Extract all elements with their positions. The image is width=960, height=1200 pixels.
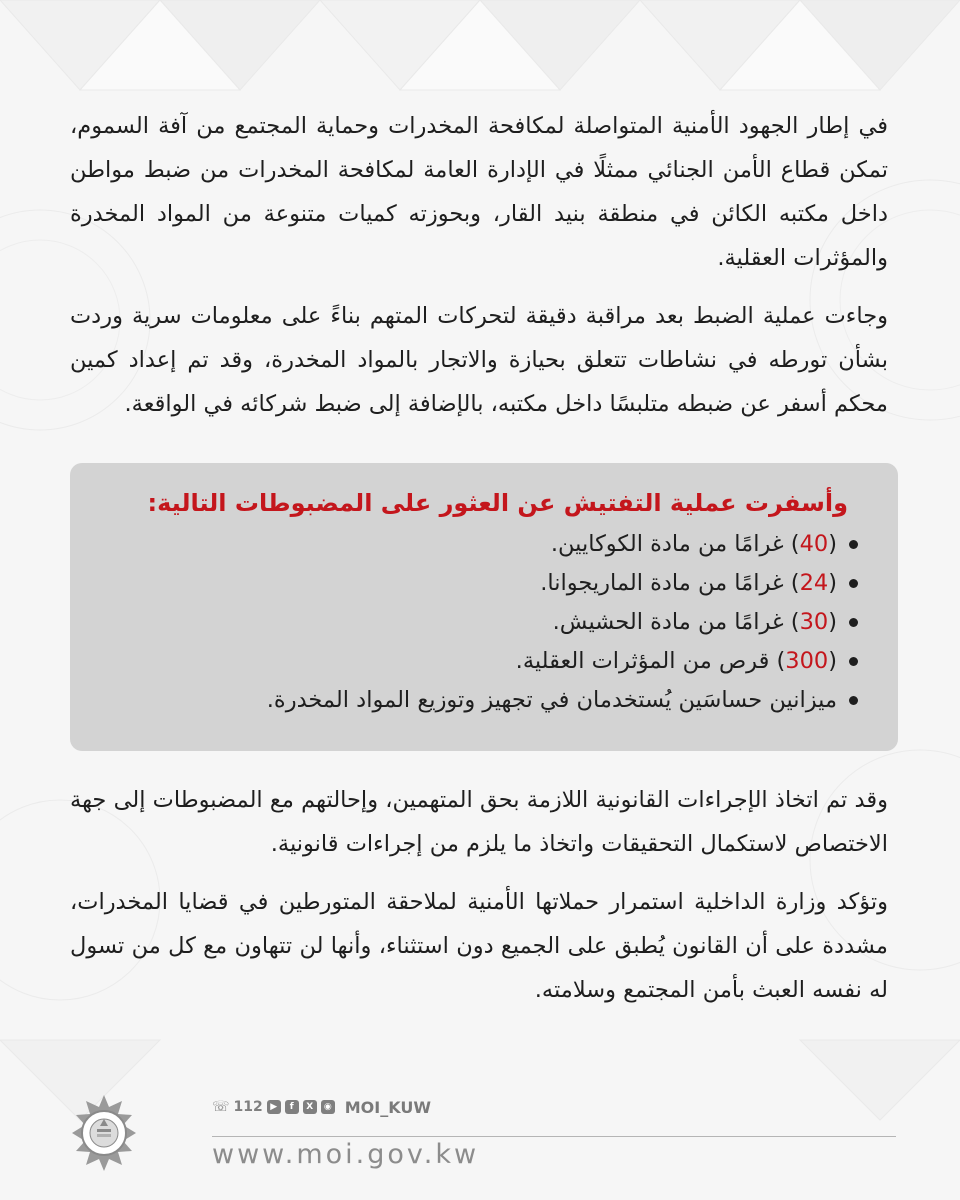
- article-bottom: [70, 778, 888, 1026]
- phone-icon[interactable]: ☏: [212, 1099, 230, 1115]
- youtube-icon[interactable]: ▶: [267, 1100, 281, 1114]
- instagram-icon[interactable]: ◉: [321, 1100, 335, 1114]
- article-paragraph-2: وجاءت عملية الضبط بعد مراقبة دقيقة لتحركات المتهم بناءً على معلومات سرية وردت بشأن تورطه في نشاطات تتعلق بحيازة والاتجار بالمواد المخدرة، وقد تم إعداد كمين محكم أسفر عن ضبطه متلبسًا داخل مكتبه، بالإضافة إلى ضبط شركائه في الواقعة.: [70, 303, 888, 417]
- list-item: (24) غرامًا من مادة الماريجوانا.: [267, 564, 858, 603]
- item-text: غرامًا من مادة الكوكايين.: [550, 531, 791, 557]
- social-row: [212, 1096, 431, 1118]
- phone-number[interactable]: 112: [233, 1099, 263, 1115]
- footer: [66, 1095, 896, 1175]
- list-item: [267, 681, 858, 720]
- article-top: [70, 104, 888, 426]
- article-paragraph-1: في إطار الجهود الأمنية المتواصلة لمكافحة المخدرات وحماية المجتمع من آفة السموم، تمكن قطاع الأمن الجنائي ممثلًا في الإدارة العامة لمكافحة المخدرات من ضبط مواطن داخل مكتبه الكائن في منطقة بنيد القار، وبحوزته كميات متنوعة من المواد المخدرة والمؤثرات العقلية.: [70, 113, 888, 271]
- bullet-icon: [849, 540, 858, 549]
- seizures-title: وأسفرت عملية التفتيش عن العثور على المضبوطات التالية:: [147, 489, 848, 517]
- kuwait-police-emblem: [66, 1095, 142, 1171]
- quantity-number: 24: [799, 570, 829, 596]
- quantity-number: 30: [799, 609, 829, 635]
- quantity-number: 300: [785, 648, 829, 674]
- item-text: قرص من المؤثرات العقلية.: [515, 648, 777, 674]
- list-item: (40) غرامًا من مادة الكوكايين.: [267, 525, 858, 564]
- article-paragraph-3: وقد تم اتخاذ الإجراءات القانونية اللازمة بحق المتهمين، وإحالتهم مع المضبوطات إلى جهة الاختصاص لاستكمال التحقيقات واتخاذ ما يلزم من إجراءات قانونية.: [70, 787, 888, 857]
- facebook-icon[interactable]: f: [285, 1100, 299, 1114]
- item-text: غرامًا من مادة الماريجوانا.: [540, 570, 791, 596]
- seizures-box: [70, 463, 898, 751]
- article-paragraph-4: وتؤكد وزارة الداخلية استمرار حملاتها الأمنية لملاحقة المتورطين في قضايا المخدرات، مشددة على أن القانون يُطبق على الجميع دون استثناء، وأنها لن تتهاون مع كل من تسول له نفسه العبث بأمن المجتمع وسلامته.: [70, 889, 888, 1003]
- social-handle[interactable]: MOI_KUW: [344, 1097, 431, 1117]
- bullet-icon: [849, 618, 858, 627]
- bullet-icon: [849, 657, 858, 666]
- seizures-list: [267, 525, 858, 720]
- bullet-icon: [849, 579, 858, 588]
- x-icon[interactable]: X: [303, 1100, 317, 1114]
- quantity-number: 40: [799, 531, 829, 557]
- footer-divider: [212, 1136, 896, 1137]
- list-item: (30) غرامًا من مادة الحشيش.: [267, 603, 858, 642]
- item-text: ميزانين حساسَين يُستخدمان في تجهيز وتوزيع المواد المخدرة.: [266, 687, 837, 713]
- website-link[interactable]: www.moi.gov.kw: [212, 1139, 480, 1170]
- bullet-icon: [849, 696, 858, 705]
- list-item: (300) قرص من المؤثرات العقلية.: [267, 642, 858, 681]
- item-text: غرامًا من مادة الحشيش.: [552, 609, 791, 635]
